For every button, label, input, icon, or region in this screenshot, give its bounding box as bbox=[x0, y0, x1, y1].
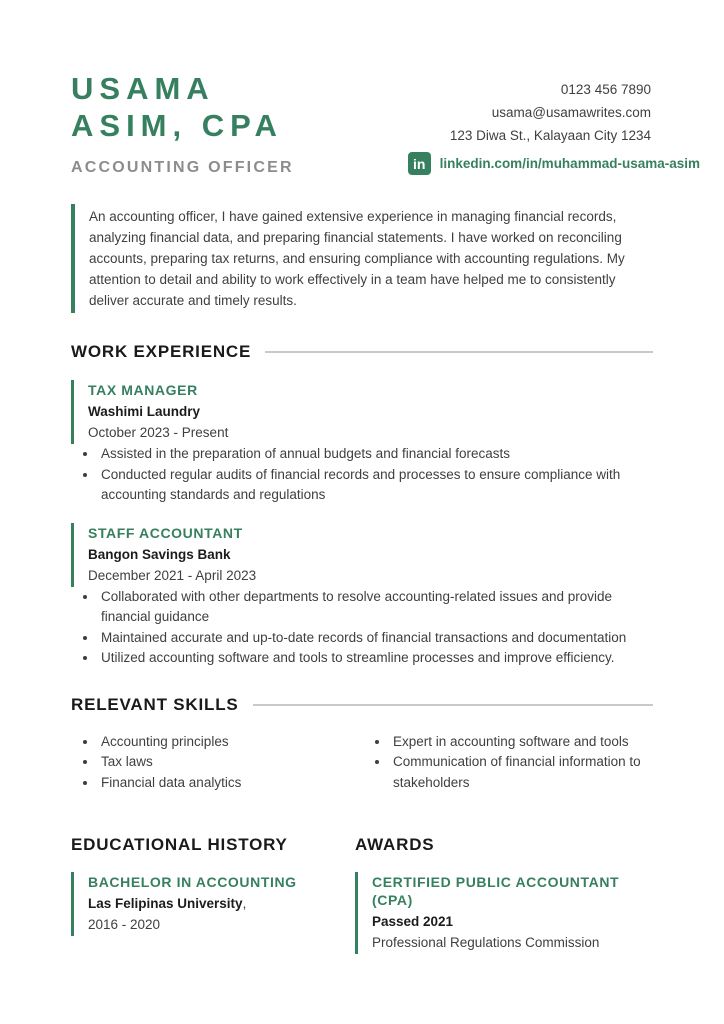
award-title: CERTIFIED PUBLIC ACCOUNTANT (CPA) bbox=[372, 874, 620, 908]
relevant-skills-section bbox=[71, 695, 653, 794]
education-degree: BACHELOR IN ACCOUNTING bbox=[88, 874, 297, 890]
award-org: Professional Regulations Commission bbox=[372, 935, 600, 950]
skill-item: • Expert in accounting software and tools bbox=[390, 732, 653, 753]
section-title-work-experience: WORK EXPERIENCE bbox=[71, 342, 252, 361]
job-position: TAX MANAGER bbox=[88, 382, 198, 398]
person-name-line2: ASIM, CPA bbox=[71, 108, 283, 143]
linkedin-link[interactable] bbox=[408, 152, 700, 175]
skills-list-left bbox=[71, 732, 363, 794]
job-dates: December 2021 - April 2023 bbox=[88, 567, 257, 583]
awards-section bbox=[355, 835, 653, 954]
job-title: ACCOUNTING OFFICER bbox=[71, 159, 294, 176]
bullet-item: • Assisted in the preparation of annual budgets and financial forecasts bbox=[98, 444, 653, 465]
job-company: Washimi Laundry bbox=[88, 404, 201, 419]
award-year: Passed 2021 bbox=[372, 914, 454, 929]
work-experience-section bbox=[71, 342, 653, 669]
contact-info bbox=[450, 78, 651, 147]
section-title-relevant-skills: RELEVANT SKILLS bbox=[71, 694, 239, 714]
linkedin-url: linkedin.com/in/muhammad-usama-asim bbox=[439, 156, 700, 171]
job-entry-tax-manager bbox=[71, 380, 653, 444]
education-awards-row bbox=[71, 835, 653, 954]
bullet-item: • Conducted regular audits of financial records and processes to ensure compliance with accounting standards and regulations bbox=[98, 465, 653, 506]
educational-history-section bbox=[71, 835, 355, 954]
email-address: usama@usamawrites.com bbox=[491, 105, 651, 120]
job-dates: October 2023 - Present bbox=[88, 425, 229, 440]
skill-item: • Financial data analytics bbox=[98, 773, 363, 794]
section-divider bbox=[253, 704, 653, 706]
skill-item: • Communication of financial information to stakeholders bbox=[390, 752, 653, 793]
job-company: Bangon Savings Bank bbox=[88, 546, 231, 562]
bullet-item: • Utilized accounting software and tools to streamline processes and improve efficiency. bbox=[98, 648, 653, 669]
skill-item: • Accounting principles bbox=[98, 732, 363, 753]
bullet-item: • Maintained accurate and up-to-date records of financial transactions and documentation bbox=[98, 628, 653, 649]
education-dates: 2016 - 2020 bbox=[88, 917, 161, 932]
profile-summary: An accounting officer, I have gained extensive experience in managing financial records, analyzing financial data, and preparing financial statements. I have worked on reconciling accounts, preparing tax returns, and ensuring compliance with accounting regulations. My attention to detail and ability to work effectively in a team have helped me to consistently deliver accurate and timely results. bbox=[71, 204, 653, 313]
job-bullet-list bbox=[71, 444, 653, 506]
job-bullet-list bbox=[71, 587, 653, 669]
phone-number: 0123 456 7890 bbox=[560, 82, 651, 97]
award-entry bbox=[355, 872, 653, 954]
linkedin-icon: in bbox=[408, 152, 431, 175]
job-entry-staff-accountant bbox=[71, 523, 653, 587]
skills-list-right bbox=[363, 732, 653, 794]
job-position: STAFF ACCOUNTANT bbox=[88, 524, 243, 541]
section-title-awards: AWARDS bbox=[355, 835, 435, 854]
street-address: 123 Diwa St., Kalayaan City 1234 bbox=[449, 128, 651, 143]
skills-columns bbox=[71, 732, 653, 794]
skill-item: • Tax laws bbox=[98, 752, 363, 773]
education-school: Las Felipinas University, bbox=[88, 896, 247, 911]
person-name-line1: USAMA bbox=[71, 71, 215, 106]
section-divider bbox=[265, 351, 653, 353]
header bbox=[0, 0, 724, 177]
relevant-skills-header bbox=[71, 695, 653, 715]
work-experience-header bbox=[71, 342, 653, 362]
education-entry bbox=[71, 872, 355, 936]
section-title-educational-history: EDUCATIONAL HISTORY bbox=[71, 835, 288, 854]
bullet-item: • Collaborated with other departments to resolve accounting-related issues and provide financial guidance bbox=[98, 587, 653, 628]
